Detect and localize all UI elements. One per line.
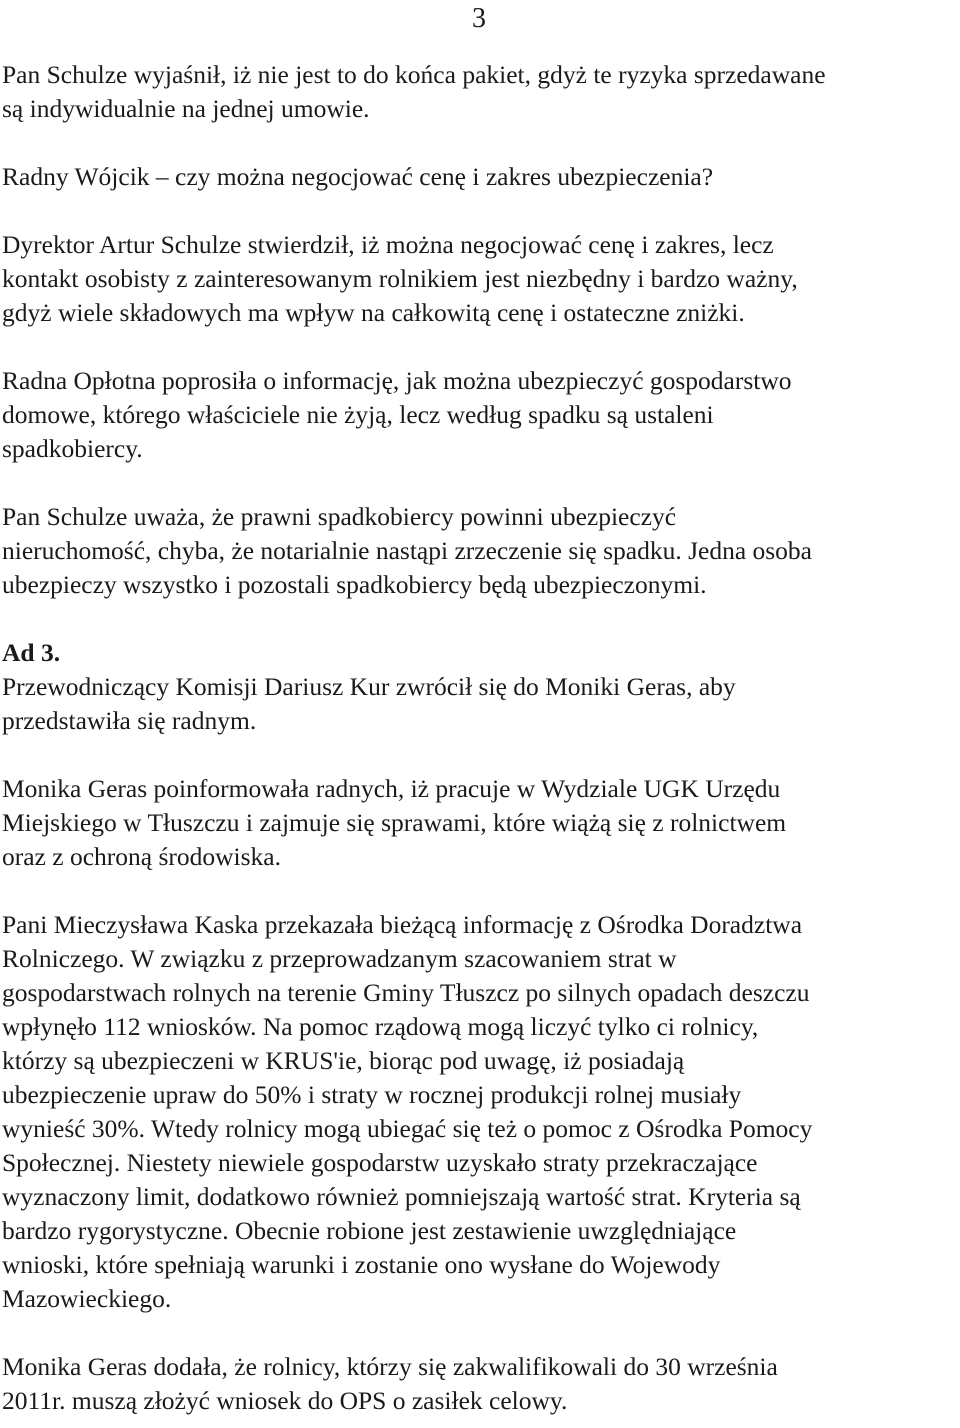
text-line: Mazowieckiego. xyxy=(2,1284,172,1313)
text-line: gospodarstwach rolnych na terenie Gminy Tłuszcz po silnych opadach deszczu xyxy=(2,978,810,1007)
text-line: wpłynęło 112 wniosków. Na pomoc rządową mogą liczyć tylko ci rolnicy, xyxy=(2,1012,759,1041)
text-line: Miejskiego w Tłuszczu i zajmuje się sprawami, które wiążą się z rolnictwem xyxy=(2,808,787,837)
text-line: Monika Geras dodała, że rolnicy, którzy się zakwalifikowali do 30 września xyxy=(2,1352,778,1381)
text-line: domowe, którego właściciele nie żyją, lecz według spadku są ustaleni xyxy=(2,400,714,429)
text-line: Dyrektor Artur Schulze stwierdził, iż można negocjować cenę i zakres, lecz xyxy=(2,230,774,259)
text-line: ubezpieczenie upraw do 50% i straty w rocznej produkcji rolnej musiały xyxy=(2,1080,742,1109)
text-line: którzy są ubezpieczeni w KRUS'ie, biorąc pod uwagę, iż posiadają xyxy=(2,1046,685,1075)
text-line: nieruchomość, chyba, że notarialnie nastąpi zrzeczenie się spadku. Jedna osoba xyxy=(2,536,812,565)
paragraph-director-schulze xyxy=(2,228,957,330)
text-line: Radny Wójcik – czy można negocjować cenę i zakres ubezpieczenia? xyxy=(2,162,714,191)
text-line: gdyż wiele składowych ma wpływ na całkowitą cenę i ostateczne zniżki. xyxy=(2,298,745,327)
text-line: spadkobiercy. xyxy=(2,434,143,463)
paragraph-chairman-intro xyxy=(2,670,957,738)
paragraph-geras-intro xyxy=(2,772,957,874)
paragraph-schulze-package xyxy=(2,58,957,126)
paragraph-wojcik-question xyxy=(2,160,957,194)
text-line: Radna Opłotna poprosiła o informację, jak można ubezpieczyć gospodarstwo xyxy=(2,366,792,395)
paragraph-kaska-report xyxy=(2,908,957,1316)
paragraph-oplotna-question xyxy=(2,364,957,466)
text-line: kontakt osobisty z zainteresowanym rolnikiem jest niezbędny i bardzo ważny, xyxy=(2,264,798,293)
text-line: wnioski, które spełniają warunki i zostanie ono wysłane do Wojewody xyxy=(2,1250,721,1279)
text-line: 2011r. muszą złożyć wniosek do OPS o zasiłek celowy. xyxy=(2,1386,568,1415)
text-line: wynieść 30%. Wtedy rolnicy mogą ubiegać się też o pomoc z Ośrodka Pomocy xyxy=(2,1114,813,1143)
text-line: Monika Geras poinformowała radnych, iż pracuje w Wydziale UGK Urzędu xyxy=(2,774,781,803)
paragraph-geras-deadline xyxy=(2,1350,957,1418)
text-line: są indywidualnie na jednej umowie. xyxy=(2,94,370,123)
text-line: oraz z ochroną środowiska. xyxy=(2,842,281,871)
text-line: Społecznej. Niestety niewiele gospodarstw uzyskało straty przekraczające xyxy=(2,1148,758,1177)
text-line: Przewodniczący Komisji Dariusz Kur zwrócił się do Moniki Geras, aby xyxy=(2,672,736,701)
text-line: przedstawiła się radnym. xyxy=(2,706,257,735)
paragraph-schulze-heirs xyxy=(2,500,957,602)
text-line: Pan Schulze wyjaśnił, iż nie jest to do końca pakiet, gdyż te ryzyka sprzedawane xyxy=(2,60,826,89)
text-line: ubezpieczy wszystko i pozostali spadkobiercy będą ubezpieczonymi. xyxy=(2,570,707,599)
document-body xyxy=(2,58,957,1418)
text-line: Pan Schulze uważa, że prawni spadkobiercy powinni ubezpieczyć xyxy=(2,502,677,531)
text-line: Rolniczego. W związku z przeprowadzanym szacowaniem strat w xyxy=(2,944,677,973)
page-number: 3 xyxy=(472,3,486,34)
section-heading: Ad 3. xyxy=(2,638,61,667)
text-line: bardzo rygorystyczne. Obecnie robione jest zestawienie uwzględniające xyxy=(2,1216,737,1245)
text-line: wyznaczony limit, dodatkowo również pomniejszają wartość strat. Kryteria są xyxy=(2,1182,801,1211)
text-line: Pani Mieczysława Kaska przekazała bieżącą informację z Ośrodka Doradztwa xyxy=(2,910,803,939)
